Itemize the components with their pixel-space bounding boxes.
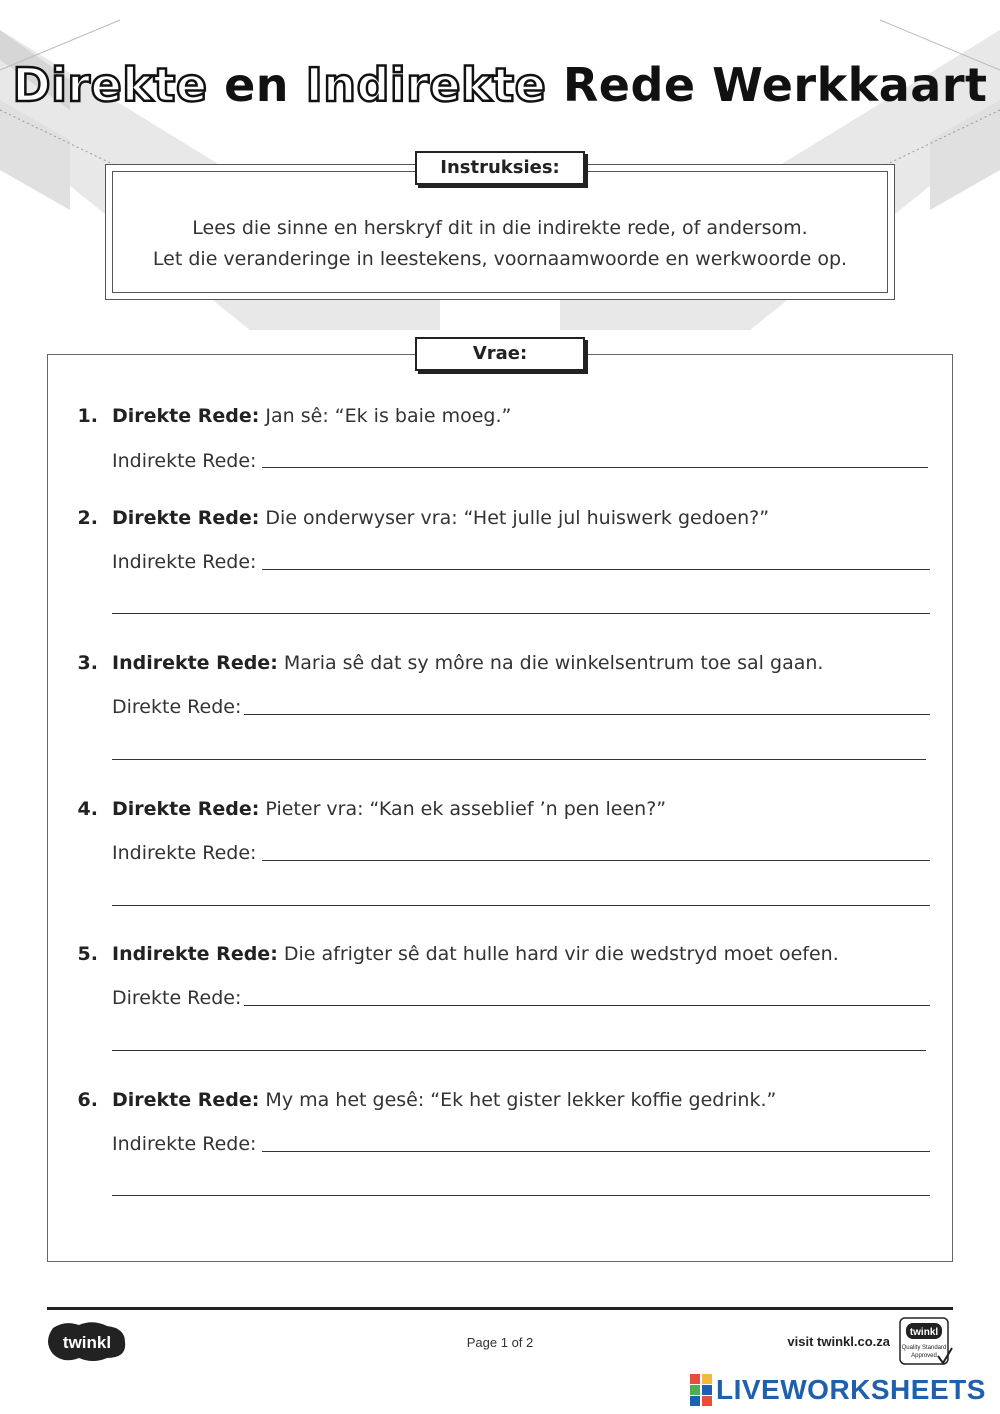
answer-label: Indirekte Rede: <box>112 551 257 573</box>
question-type: Direkte Rede: <box>112 507 260 529</box>
question-type: Direkte Rede: <box>112 798 260 820</box>
title-word-indirekte: Indirekte <box>305 58 547 112</box>
liveworksheets-text: LIVEWORKSHEETS <box>716 1374 986 1405</box>
answer-label: Indirekte Rede: <box>112 450 257 472</box>
answer-label: Indirekte Rede: <box>112 1133 257 1155</box>
question-text: Die afrigter sê dat hulle hard vir die wedstryd moet oefen. <box>283 943 839 965</box>
question-number: 4. <box>77 798 98 820</box>
answer-label: Indirekte Rede: <box>112 842 257 864</box>
answer-line[interactable] <box>262 569 930 570</box>
page-number: Page 1 of 2 <box>466 1335 534 1350</box>
svg-text:Quality Standard: Quality Standard <box>901 1345 947 1351</box>
answer-line[interactable] <box>244 1005 930 1006</box>
answer-line[interactable] <box>262 467 928 468</box>
title-word-direkte: Direkte <box>12 58 208 112</box>
question-type: Direkte Rede: <box>112 1089 260 1111</box>
page-title <box>0 58 1000 112</box>
instructions-line-1: Lees die sinne en herskryf dit in die indirekte rede, of andersom. <box>192 217 808 239</box>
answer-label: Direkte Rede: <box>112 696 242 718</box>
question-text: My ma het gesê: “Ek het gister lekker koffie gedrink.” <box>265 1089 777 1111</box>
question-text: Pieter vra: “Kan ek asseblief ’n pen leen?” <box>265 798 667 820</box>
answer-line[interactable] <box>112 759 926 760</box>
question-number: 6. <box>77 1089 98 1111</box>
question-sentence <box>112 798 666 820</box>
question-number: 2. <box>77 507 98 529</box>
answer-line[interactable] <box>244 714 930 715</box>
liveworksheets-watermark <box>690 1372 990 1408</box>
instructions-line-2: Let die veranderinge in leestekens, voornaamwoorde en werkwoorde op. <box>152 248 848 270</box>
quality-badge <box>898 1316 954 1368</box>
visit-link[interactable]: visit twinkl.co.za <box>787 1334 890 1349</box>
question-text: Maria sê dat sy môre na die winkelsentrum toe sal gaan. <box>283 652 824 674</box>
question-text: Jan sê: “Ek is baie moeg.” <box>265 405 512 427</box>
question-number: 5. <box>77 943 98 965</box>
question-type: Indirekte Rede: <box>112 943 278 965</box>
answer-line[interactable] <box>262 860 930 861</box>
answer-line[interactable] <box>112 1050 926 1051</box>
instructions-label: Instruksies: <box>415 151 585 185</box>
title-word-en: en <box>224 58 290 112</box>
question-sentence <box>112 1089 776 1111</box>
question-number: 3. <box>77 652 98 674</box>
question-sentence <box>112 943 839 965</box>
footer-rule <box>47 1307 953 1310</box>
svg-text:twinkl: twinkl <box>909 1327 939 1338</box>
question-sentence <box>112 507 769 529</box>
instructions-text <box>106 213 894 275</box>
svg-text:twinkl: twinkl <box>62 1333 112 1352</box>
questions-label: Vrae: <box>415 337 585 371</box>
answer-label: Direkte Rede: <box>112 987 242 1009</box>
question-sentence <box>112 652 823 674</box>
question-sentence <box>112 405 511 427</box>
svg-text:Approved: Approved <box>911 1353 937 1359</box>
question-type: Indirekte Rede: <box>112 652 278 674</box>
answer-line[interactable] <box>112 1195 930 1196</box>
question-number: 1. <box>77 405 98 427</box>
question-text: Die onderwyser vra: “Het julle jul huiswerk gedoen?” <box>265 507 770 529</box>
question-type: Direkte Rede: <box>112 405 260 427</box>
answer-line[interactable] <box>112 905 930 906</box>
answer-line[interactable] <box>112 613 930 614</box>
liveworksheets-logo-icon <box>690 1374 712 1406</box>
title-rest: Rede Werkkaart <box>562 58 988 112</box>
answer-line[interactable] <box>262 1151 930 1152</box>
